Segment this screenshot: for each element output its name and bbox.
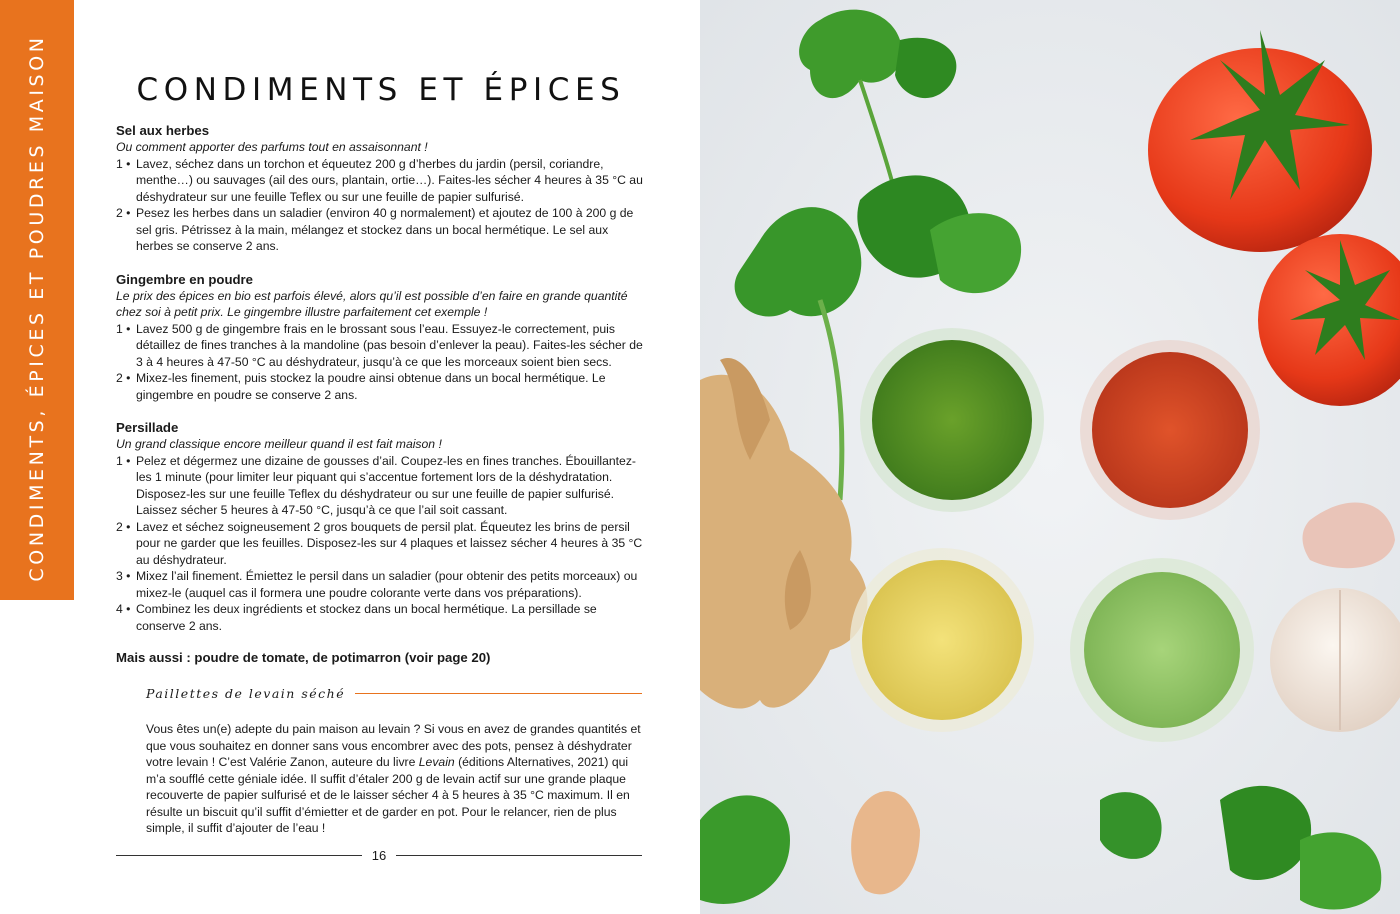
footer-rule-right	[396, 855, 642, 856]
step-number: 4 •	[116, 602, 131, 616]
tomato-large	[1148, 48, 1372, 252]
recipe-title: Persillade	[116, 420, 179, 435]
recipe-section-sel	[116, 122, 646, 255]
recipe-title: Gingembre en poudre	[116, 271, 254, 287]
sidebar-header	[146, 686, 642, 701]
jar-paprika	[1080, 340, 1260, 520]
recipe-intro: Un grand classique encore meilleur quand il est fait maison !	[116, 437, 442, 451]
jar-yellow	[850, 548, 1034, 732]
step-number: 2 •	[116, 206, 131, 220]
sidebar-text-part2: (éditions Alternatives, 2021) qui m’a soufflé cette géniale idée. Il suffit d’étaler 200 g de levain actif sur une grande plaque recouverte de papier sulfurisé et de le laisser sécher 4 à 5 heures à 35 °C maximum. Il en résulte un biscuit qu’il suffit d’émietter et de garder en pot. Pour le relancer, rien de plus simple, il suffit d’ajouter de l’eau !	[146, 755, 630, 835]
recipe-intro: Ou comment apporter des parfums tout en assaisonnant !	[116, 140, 428, 154]
chapter-title-vertical: CONDIMENTS, ÉPICES ET POUDRES MAISON	[26, 34, 48, 582]
recipe-step	[116, 601, 646, 634]
spices-photo	[700, 0, 1400, 914]
sidebar-title: Paillettes de levain séché	[146, 686, 346, 701]
recipe-section-gingembre	[116, 271, 646, 404]
recipe-step	[116, 519, 646, 569]
page-number: 16	[371, 848, 387, 863]
recipes-content	[116, 122, 646, 667]
recipe-step	[116, 568, 646, 601]
recipe-step	[116, 453, 646, 519]
step-text: Pesez les herbes dans un saladier (environ 40 g normalement) et ajoutez de 100 à 200 g de sel gris. Pétrissez à la main, mélangez et stockez dans un bocal hermétique. Le sel aux herbes se conserve 2 ans.	[136, 206, 634, 253]
step-text: Mixez l’ail finement. Émiettez le persil dans un saladier (pour obtenir des petits morceaux) ou mixez-le (auquel cas il formera une poudre colorante verte dans vos préparations).	[136, 569, 638, 600]
step-number: 1 •	[116, 321, 131, 336]
sidebar-rule	[355, 693, 642, 694]
step-text: Mixez-les finement, puis stockez la poudre ainsi obtenue dans un bocal hermétique. Le gingembre en poudre se conserve 2 ans.	[136, 371, 606, 402]
step-text: Lavez et séchez soigneusement 2 gros bouquets de persil plat. Équeutez les brins de persil pour ne garder que les feuilles. Disposez-les sur 4 plaques et laissez sécher 4 heures à 35 °C au déshydrateur.	[136, 519, 643, 567]
recipe-title: Sel aux herbes	[116, 123, 210, 138]
step-number: 2 •	[116, 519, 131, 534]
recipe-step	[116, 321, 646, 371]
recipe-intro: Le prix des épices en bio est parfois élevé, alors qu’il est possible d’en faire en grande quantité chez soi à petit prix. Le gingembre illustre parfaitement cet exemple !	[116, 288, 628, 319]
footer-rule-left	[116, 855, 362, 856]
step-number: 2 •	[116, 371, 131, 385]
chapter-side-tab	[0, 0, 74, 600]
step-text: Lavez, séchez dans un torchon et équeutez 200 g d’herbes du jardin (persil, coriandre, menthe…) ou sauvages (ail des ours, plantain, ortie…). Faites-les sécher 4 heures à 35 °C au déshydrateur sur une feuille Teflex ou sur une feuille de papier sulfurisé.	[136, 156, 643, 204]
step-text: Combinez les deux ingrédients et stockez dans un bocal hermétique. La persillade se conserve 2 ans.	[136, 602, 597, 633]
recipe-step	[116, 205, 646, 255]
step-number: 1 •	[116, 453, 131, 468]
see-also-note: Mais aussi : poudre de tomate, de potimarron (voir page 20)	[116, 650, 491, 665]
step-text: Lavez 500 g de gingembre frais en le brossant sous l’eau. Essuyez-le correctement, puis détaillez de fines tranches à la mandoline (pas besoin d’enlever la peau). Faites-les sécher de 3 à 4 heures à 47-50 °C au déshydrateur, jusqu’à ce que les morceaux soient bien secs.	[136, 321, 643, 369]
step-number: 1 •	[116, 156, 131, 171]
jar-light-green	[1070, 558, 1254, 742]
step-number: 3 •	[116, 569, 131, 583]
page-title: CONDIMENTS ET ÉPICES	[136, 72, 626, 108]
sidebar-box	[146, 686, 642, 837]
book-title: Levain	[418, 755, 455, 769]
right-page-photo	[700, 0, 1400, 914]
recipe-section-persillade	[116, 419, 646, 634]
recipe-step	[116, 156, 646, 206]
page-footer	[116, 848, 642, 863]
jar-green	[860, 328, 1044, 512]
recipe-step	[116, 370, 646, 403]
sidebar-text-part1: Vous êtes un(e) adepte du pain maison au levain ? Si vous en avez de grandes quantités et que vous souhaitez en donner sans vous encombrer avec des pots, pensez à déshydrater votre levain ! C’est Valérie Zanon, auteure du livre	[146, 722, 641, 769]
step-text: Pelez et dégermez une dizaine de gousses d’ail. Coupez-les en fines tranches. Ébouillantez-les 1 minute (pour limiter leur piquant qui s’accentue fortement lors de la déshydratation. Disposez-les sur une feuille Teflex du déshydrateur ou sur une feuille de papier sulfurisé. Laissez sécher 5 heures à 47-50 °C, jusqu’à ce que l’ail soit cassant.	[136, 453, 636, 517]
sidebar-body	[146, 721, 642, 837]
